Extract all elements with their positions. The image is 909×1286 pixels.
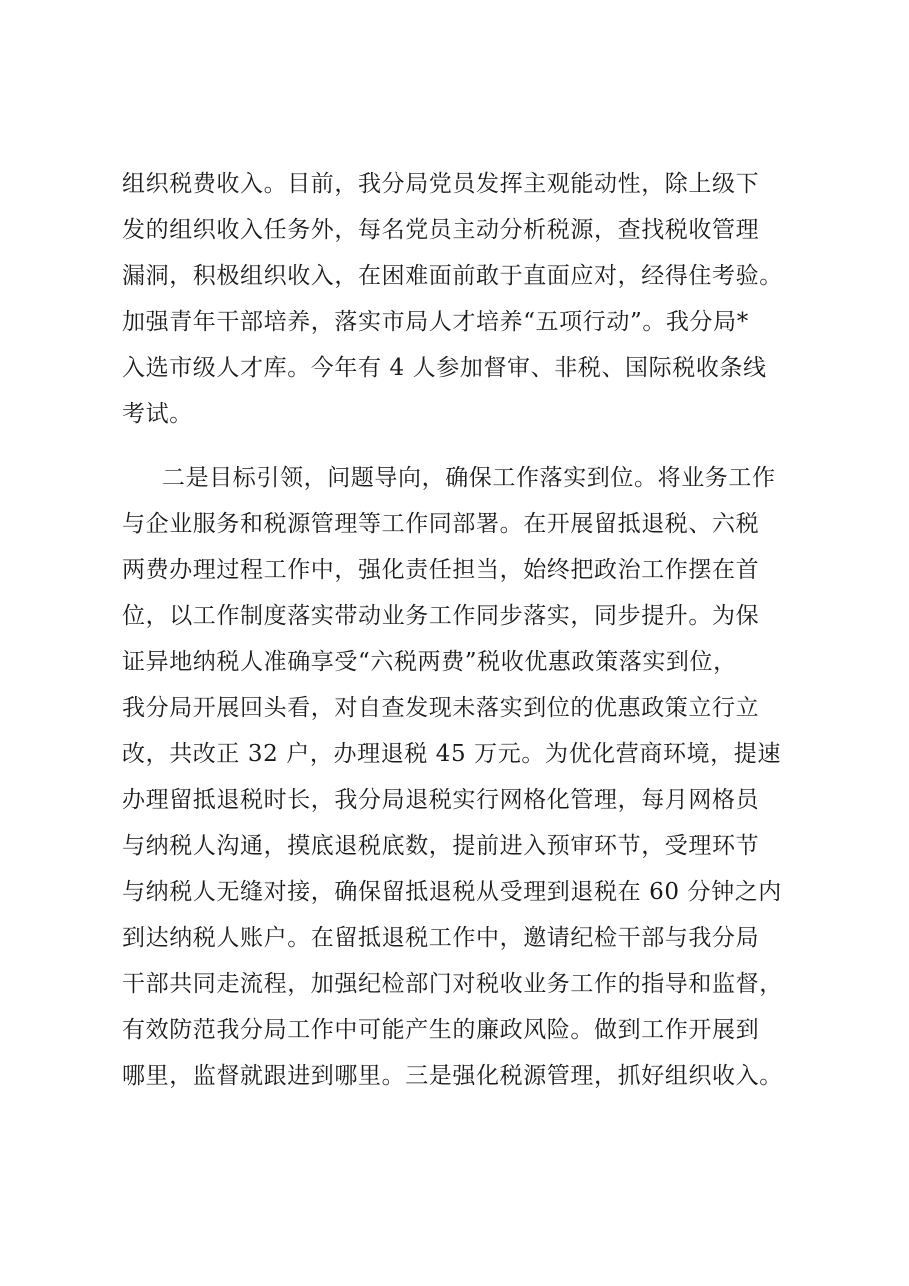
- text-line: 考试。: [122, 401, 193, 427]
- text-line: 加强青年干部培养，落实市局人才培养“五项行动”。我分局*: [122, 309, 749, 335]
- text-line: 有效防范我分局工作中可能产生的廉政风险。做到工作开展到: [122, 1017, 760, 1043]
- text-line: 到达纳税人账户。在留抵退税工作中，邀请纪检干部与我分局: [122, 925, 760, 951]
- text-line: 与企业服务和税源管理等工作同部署。在开展留抵退税、六税: [122, 511, 760, 537]
- document-body: [122, 161, 794, 1099]
- text-line: 入选市级人才库。今年有 4 人参加督审、非税、国际税收条线: [122, 355, 767, 381]
- text-line: 二是目标引领，问题导向，确保工作落实到位。将业务工作: [162, 465, 776, 491]
- text-line: 与纳税人无缝对接，确保留抵退税从受理到退税在 60 分钟之内: [122, 879, 782, 905]
- text-line: 干部共同走流程，加强纪检部门对税收业务工作的指导和监督，: [122, 971, 783, 997]
- text-line: 我分局开展回头看，对自查发现未落实到位的优惠政策立行立: [122, 695, 760, 721]
- text-line: 位，以工作制度落实带动业务工作同步落实，同步提升。为保: [122, 603, 760, 629]
- text-line: 证异地纳税人准确享受“六税两费”税收优惠政策落实到位，: [122, 649, 737, 675]
- paragraph-2: [122, 455, 794, 1099]
- text-line: 与纳税人沟通，摸底退税底数，提前进入预审环节，受理环节: [122, 833, 760, 859]
- text-line: 发的组织收入任务外，每名党员主动分析税源，查找税收管理: [122, 217, 760, 243]
- text-line: 漏洞，积极组织收入，在困难面前敢于直面应对，经得住考验。: [122, 263, 783, 289]
- text-line: 组织税费收入。目前，我分局党员发挥主观能动性，除上级下: [122, 171, 760, 197]
- paragraph-1: [122, 161, 794, 437]
- text-line: 哪里，监督就跟进到哪里。三是强化税源管理，抓好组织收入。: [122, 1063, 783, 1089]
- text-line: 办理留抵退税时长，我分局退税实行网格化管理，每月网格员: [122, 787, 760, 813]
- text-line: 改，共改正 32 户，办理退税 45 万元。为优化营商环境，提速: [122, 741, 781, 767]
- text-line: 两费办理过程工作中，强化责任担当，始终把政治工作摆在首: [122, 557, 760, 583]
- paragraph-gap: [122, 437, 794, 455]
